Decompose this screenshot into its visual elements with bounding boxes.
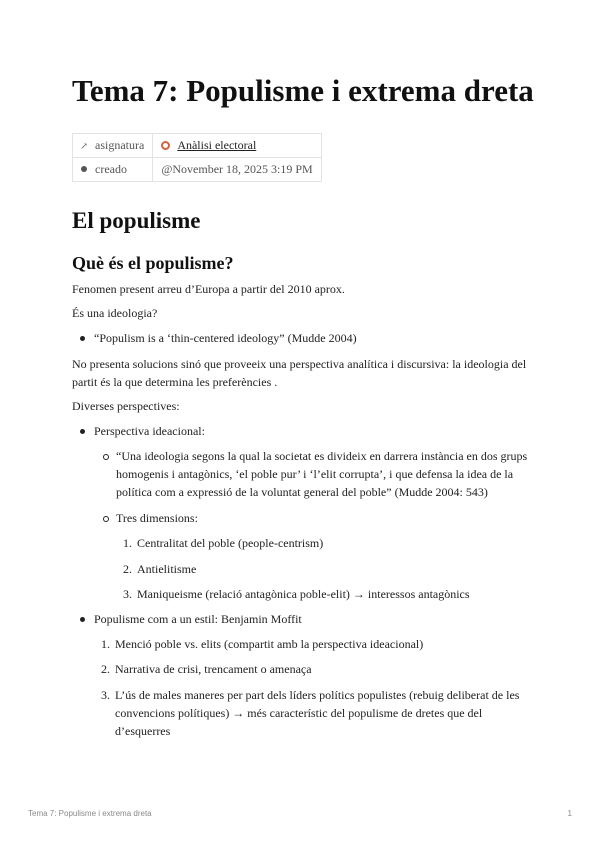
clock-icon bbox=[81, 166, 87, 172]
created-date: @November 18, 2025 3:19 PM bbox=[161, 162, 313, 176]
circle-bullet-icon bbox=[103, 516, 109, 522]
list-item: Populisme com a un estil: Benjamin Moffit bbox=[94, 612, 302, 626]
list-item: Centralitat del poble (people-centrism) bbox=[137, 536, 324, 550]
paragraph: Diverses perspectives: bbox=[72, 399, 180, 413]
list-number: 3. bbox=[101, 688, 110, 702]
paragraph: No presenta solucions sinó que proveeix una perspectiva analítica i discursiva: la ideologia del partit és la que determina les preferències . bbox=[72, 357, 527, 389]
list-number: 1. bbox=[101, 637, 110, 651]
list-item: Antielitisme bbox=[137, 562, 197, 576]
property-key-cell bbox=[73, 134, 153, 158]
bullet-icon bbox=[80, 617, 85, 622]
subheading: Què és el populisme? bbox=[72, 253, 234, 273]
list-number: 2. bbox=[101, 662, 110, 676]
asignatura-link[interactable]: Anàlisi electoral bbox=[177, 138, 257, 152]
paragraph: Fenomen present arreu d’Europa a partir del 2010 aprox. bbox=[72, 282, 345, 296]
list-number: 1. bbox=[123, 536, 132, 550]
list-item: L’ús de males maneres per part dels líders polítics populistes (rebuig deliberat de les convencions polítiques) → més característic del populisme de dretes que del d’esquerres bbox=[115, 688, 520, 738]
list-item: Tres dimensions: bbox=[116, 511, 198, 525]
list-item: Maniqueisme (relació antagònica poble-elit) → interessos antagònics bbox=[137, 587, 470, 601]
list-number: 3. bbox=[123, 587, 132, 601]
paragraph: És una ideologia? bbox=[72, 306, 158, 320]
property-row-creado bbox=[73, 158, 322, 182]
list-item: “Una ideologia segons la qual la societat es divideix en darrera instància en dos grups homogenis i antagònics, ‘el poble pur’ i ‘l’elit corrupta’, i que defensa la idea de la política com a expressió de la voluntat general del poble” (Mudde 2004: 543) bbox=[116, 449, 528, 499]
list-item: Perspectiva ideacional: bbox=[94, 424, 205, 438]
footer-page-number: 1 bbox=[567, 809, 572, 818]
property-key: creado bbox=[95, 162, 127, 176]
bullet-icon bbox=[80, 336, 85, 341]
properties-table bbox=[72, 133, 322, 182]
arrow-up-right-icon: ↗ bbox=[80, 141, 88, 151]
list-item: Menció poble vs. elits (compartit amb la perspectiva ideacional) bbox=[115, 637, 424, 651]
subject-icon bbox=[161, 141, 170, 150]
list-item: Narrativa de crisi, trencament o amenaça bbox=[115, 662, 312, 676]
property-value-cell bbox=[153, 158, 321, 182]
circle-bullet-icon bbox=[103, 454, 109, 460]
list-item: “Populism is a ‘thin-centered ideology” (Mudde 2004) bbox=[94, 331, 357, 345]
footer-title: Tema 7: Populisme i extrema dreta bbox=[28, 809, 152, 818]
section-heading: El populisme bbox=[72, 208, 201, 233]
list-number: 2. bbox=[123, 562, 132, 576]
property-row-asignatura bbox=[73, 134, 322, 158]
page-title: Tema 7: Populisme i extrema dreta bbox=[72, 73, 534, 108]
property-key-cell bbox=[73, 158, 153, 182]
property-key: asignatura bbox=[95, 138, 145, 152]
bullet-icon bbox=[80, 429, 85, 434]
property-value-cell bbox=[153, 134, 321, 158]
